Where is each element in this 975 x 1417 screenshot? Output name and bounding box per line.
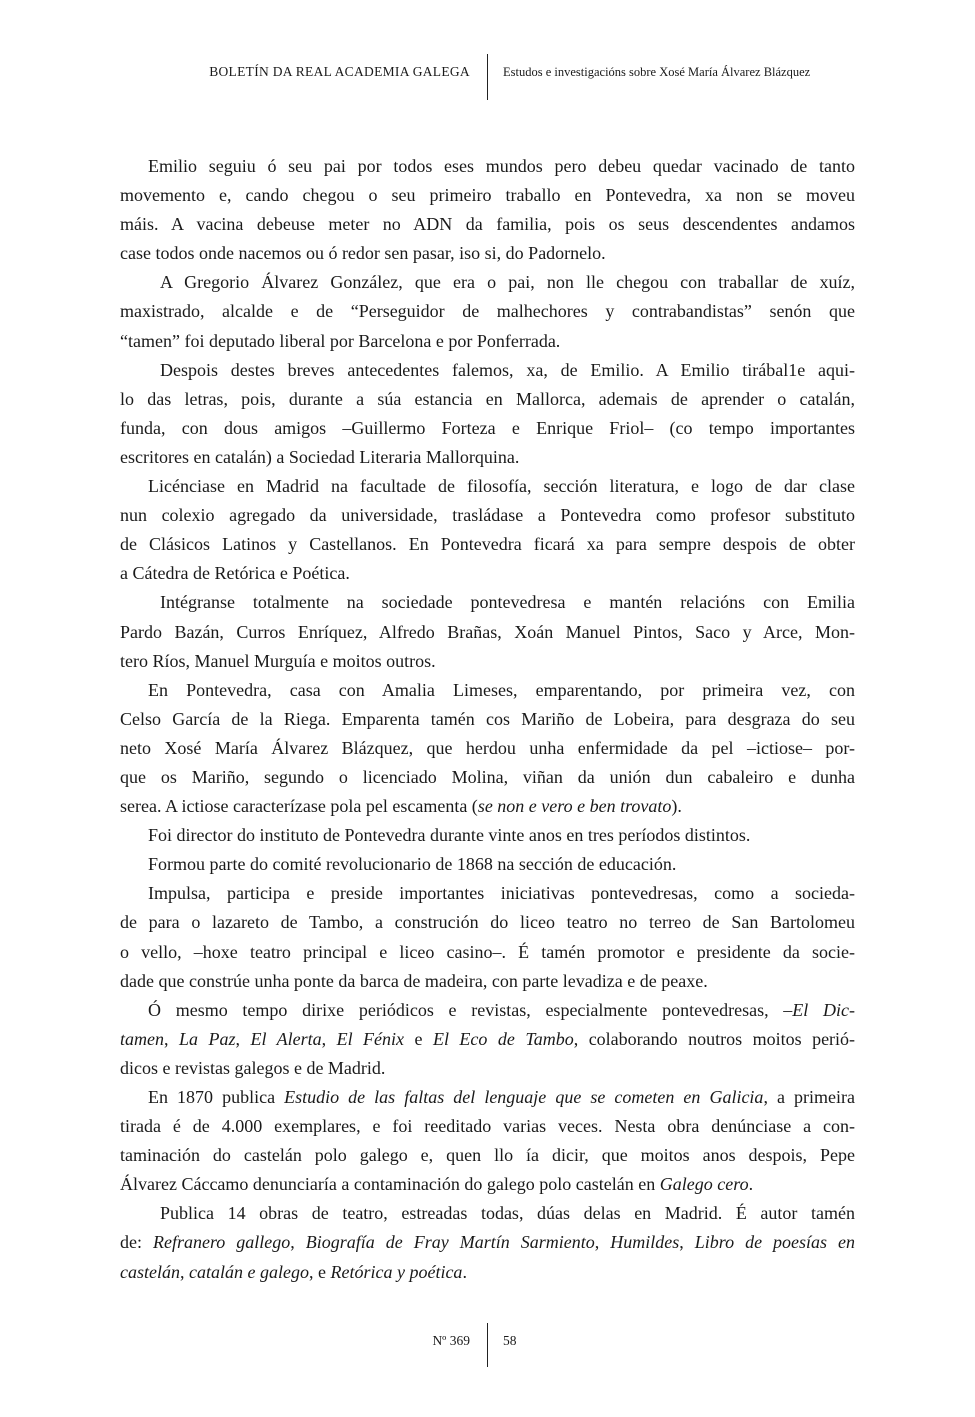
text-line <box>120 618 855 647</box>
text-line <box>120 210 855 239</box>
text-segment: funda, con dous amigos –Guillermo Forteza e Enrique Friol– (co tempo importantes <box>120 417 855 438</box>
text-line <box>120 792 855 821</box>
text-segment: o vello, –hoxe teatro principal e liceo casino–. É tamén promotor e presidente da socie- <box>120 941 855 962</box>
text-line <box>120 850 855 879</box>
text-segment: taminación do castelán polo galego e, quen llo ía dicir, que moitos anos despois, Pepe <box>120 1145 855 1166</box>
text-segment: lo das letras, pois, durante a súa estancia en Mallorca, ademais de aprender o catalán, <box>120 388 855 409</box>
text-segment: , colaborando noutros moitos perió- <box>573 1028 856 1049</box>
text-segment: serea. A ictiose caracterízase pola pel escamenta ( <box>120 796 478 817</box>
text-line <box>120 1054 855 1083</box>
text-segment: . <box>748 1174 754 1195</box>
italic-title: Estudio de las faltas del lenguaje que se cometen en Galicia <box>284 1087 764 1107</box>
text-segment: movemento e, cando chegou o seu primeiro traballo en Pontevedra, xa non se moveu <box>120 185 855 206</box>
italic-title: El Alerta <box>250 1028 322 1049</box>
italic-title: El Fénix <box>336 1028 405 1049</box>
text-line <box>120 879 855 908</box>
text-segment: de para o lazareto de Tambo, a construción do liceo teatro no terreo de San Bartolomeu <box>120 912 855 933</box>
paragraph <box>120 1083 855 1199</box>
text-segment: Intégranse totalmente na sociedade pontevedresa e mantén relacións con Emilia <box>160 592 855 613</box>
paragraph <box>120 472 855 588</box>
text-line <box>120 530 855 559</box>
text-line <box>120 734 855 763</box>
text-segment: , <box>164 1028 179 1049</box>
text-segment: e <box>404 1028 433 1049</box>
text-line <box>120 938 855 967</box>
text-segment: tirada é de 4.000 exemplares, e foi reeditado varias veces. Nesta obra denúnciase a con- <box>120 1116 855 1137</box>
paragraph <box>120 676 855 821</box>
text-segment: escritores en catalán) a Sociedad Literaria Mallorquina. <box>120 446 520 467</box>
text-line <box>120 327 855 356</box>
text-line <box>120 996 855 1025</box>
text-segment: “tamen” foi deputado liberal por Barcelona e por Ponferrada. <box>120 330 561 351</box>
text-line <box>120 908 855 937</box>
text-line <box>120 414 855 443</box>
text-line <box>120 501 855 530</box>
text-segment: Pardo Bazán, Curros Enríquez, Alfredo Brañas, Xoán Manuel Pintos, Saco y Arce, Mon- <box>120 621 855 642</box>
text-segment: , <box>290 1232 306 1253</box>
italic-title: Libro de poesías en <box>694 1232 856 1253</box>
text-segment: A Gregorio Álvarez González, que era o pai, non lle chegou con traballar de xuíz, <box>160 272 855 293</box>
text-segment: dicos e revistas galegos e de Madrid. <box>120 1057 386 1078</box>
issue-number: Nº 369 <box>432 1333 470 1348</box>
italic-title: El Eco de Tambo <box>432 1028 574 1049</box>
text-line <box>120 181 855 210</box>
text-line <box>120 705 855 734</box>
text-line <box>120 967 855 996</box>
article-body <box>120 152 855 1287</box>
text-segment: Foi director do instituto de Pontevedra durante vinte anos en tres períodos distintos. <box>148 825 751 846</box>
italic-title: Retórica y poética <box>330 1261 463 1282</box>
text-segment: En Pontevedra, casa con Amalia Limeses, emparentando, por primeira vez, con <box>148 679 855 700</box>
italic-title: Refranero gallego <box>152 1232 291 1253</box>
text-line <box>120 821 855 850</box>
italic-title: tamen <box>120 1028 164 1049</box>
paragraph <box>120 879 855 995</box>
running-header-journal: BOLETÍN DA REAL ACADEMIA GALEGA <box>209 64 470 79</box>
text-segment: ). <box>671 796 682 817</box>
text-segment: Formou parte do comité revolucionario de 1868 na sección de educación. <box>148 854 677 875</box>
italic-title: castelán <box>120 1261 180 1282</box>
text-segment: , <box>180 1261 189 1282</box>
text-segment: de: <box>120 1232 153 1253</box>
text-segment: , <box>235 1028 251 1049</box>
text-segment: Licénciase en Madrid na facultade de filosofía, sección literatura, e logo de dar clase <box>148 476 855 497</box>
text-segment: Impulsa, participa e preside importantes iniciativas pontevedresas, como a socieda- <box>148 883 855 904</box>
footer-divider <box>487 1323 488 1367</box>
paragraph <box>120 588 855 675</box>
text-line <box>120 297 855 326</box>
text-segment: nun colexio agregado da universidade, trasládase a Pontevedra como profesor substituto <box>120 505 855 526</box>
page-number: 58 <box>503 1333 517 1348</box>
text-line <box>120 472 855 501</box>
text-line <box>120 385 855 414</box>
text-segment: de Clásicos Latinos y Castellanos. En Pontevedra ficará xa para sempre despois de obter <box>120 534 855 555</box>
text-segment: , a primeira <box>763 1087 855 1107</box>
text-segment: En 1870 publica <box>148 1087 285 1107</box>
text-segment: neto Xosé María Álvarez Blázquez, que herdou unha enfermidade da pel –ictiose– por- <box>120 737 855 758</box>
italic-title: Biografía de Fray Martín Sarmiento <box>305 1232 595 1253</box>
text-line <box>120 1083 855 1112</box>
text-segment: case todos onde nacemos ou ó redor sen pasar, iso si, do Padornelo. <box>120 243 606 264</box>
text-line <box>120 676 855 705</box>
text-segment: Ó mesmo tempo dirixe periódicos e revistas, especialmente pontevedresas, – <box>148 999 793 1020</box>
text-segment: Celso García de la Riega. Emparenta tamén cos Mariño de Lobeira, para desgraza do seu <box>120 708 855 729</box>
text-segment: , e <box>308 1261 331 1282</box>
text-segment: Despois destes breves antecedentes falemos, xa, de Emilio. A Emilio tirábal1e aqui- <box>160 359 855 380</box>
italic-title: Humildes <box>610 1232 680 1253</box>
running-header-section: Estudos e investigacións sobre Xosé María Álvarez Blázquez <box>503 65 811 79</box>
text-segment: . <box>462 1261 467 1282</box>
text-line <box>120 239 855 268</box>
paragraph <box>120 356 855 472</box>
text-segment: Publica 14 obras de teatro, estreadas todas, dúas delas en Madrid. É autor tamén <box>160 1203 855 1224</box>
text-segment: Álvarez Cáccamo denunciaría a contaminación do galego polo castelán en <box>120 1174 660 1195</box>
paragraph <box>120 821 855 850</box>
text-line <box>120 763 855 792</box>
header-divider <box>487 54 488 100</box>
text-segment: , <box>679 1232 695 1253</box>
paragraph <box>120 1199 855 1286</box>
text-line <box>120 1228 855 1257</box>
paragraph <box>120 152 855 268</box>
text-line <box>120 1199 855 1228</box>
text-line <box>120 1025 855 1054</box>
italic-title: Galego cero <box>659 1174 749 1195</box>
paragraph <box>120 996 855 1083</box>
text-line <box>120 1141 855 1170</box>
italic-title: se non e vero e ben trovato <box>477 796 672 817</box>
text-line <box>120 1258 855 1287</box>
text-segment: a Cátedra de Retórica e Poética. <box>120 563 350 584</box>
text-line <box>120 356 855 385</box>
text-segment: dade que constrúe unha ponte da barca de madeira, con parte levadiza e de peaxe. <box>120 970 708 991</box>
text-line <box>120 588 855 617</box>
text-segment: máis. A vacina debeuse meter no ADN da familia, pois os seus descendentes andamos <box>120 214 855 235</box>
text-line <box>120 1170 855 1199</box>
text-line <box>120 152 855 181</box>
text-segment: , <box>321 1028 337 1049</box>
text-line <box>120 443 855 472</box>
italic-title: La Paz <box>178 1028 236 1049</box>
text-line <box>120 268 855 297</box>
paragraph <box>120 850 855 879</box>
text-line <box>120 559 855 588</box>
italic-title: catalán e galego <box>189 1261 309 1282</box>
text-segment: tero Ríos, Manuel Murguía e moitos outros. <box>120 650 436 671</box>
text-line <box>120 647 855 676</box>
text-segment: maxistrado, alcalde e de “Perseguidor de malhechores y contrabandistas” senón que <box>120 301 855 322</box>
text-segment: Emilio seguiu ó seu pai por todos eses mundos pero debeu quedar vacinado de tanto <box>148 156 855 176</box>
paragraph <box>120 268 855 355</box>
text-line <box>120 1112 855 1141</box>
text-segment: que os Mariño, segundo o licenciado Molina, viñan da unión dun cabaleiro e dunha <box>120 766 855 787</box>
italic-title: El Dic- <box>792 999 855 1020</box>
text-segment: , <box>594 1232 611 1253</box>
